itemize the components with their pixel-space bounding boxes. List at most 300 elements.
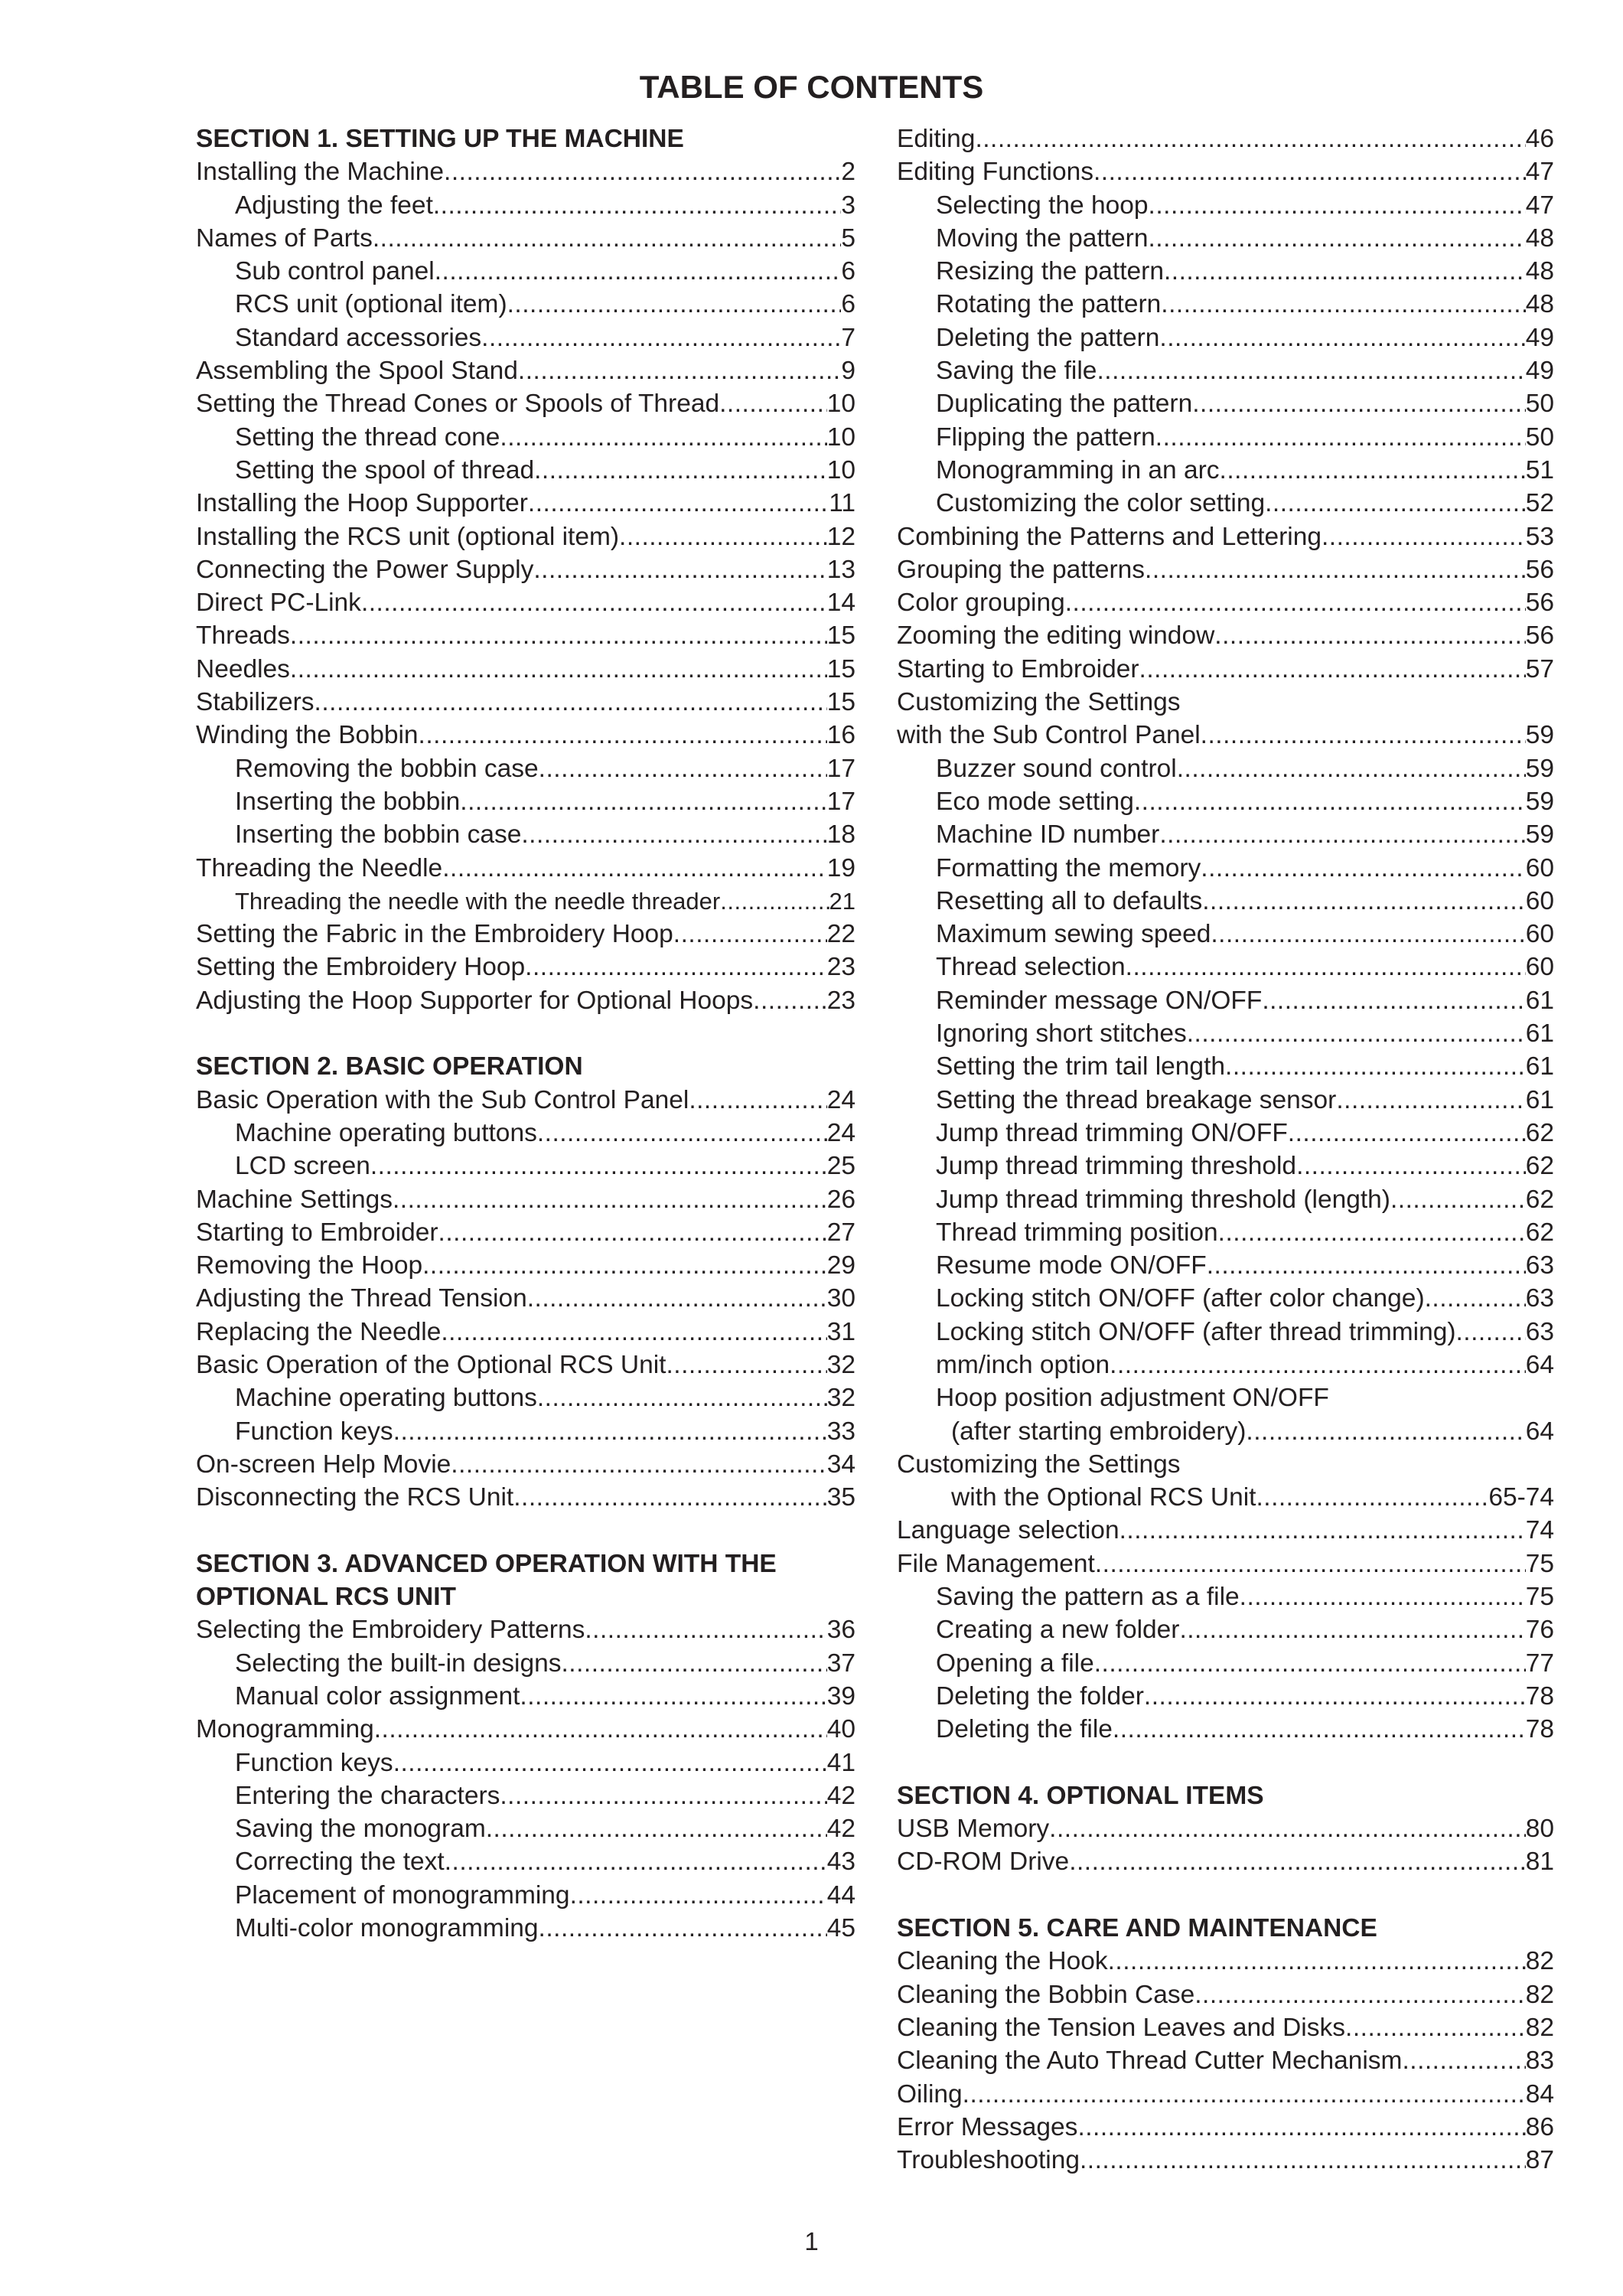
dot-leader — [1110, 1349, 1526, 1381]
toc-entry[interactable] — [897, 1050, 1554, 1083]
toc-entry-title: Setting the Thread Cones or Spools of Thread — [196, 390, 720, 419]
toc-entry[interactable] — [897, 752, 1554, 785]
dot-leader — [1225, 1050, 1526, 1083]
dot-leader — [486, 1812, 827, 1845]
toc-entry[interactable] — [897, 222, 1554, 255]
toc-entry[interactable] — [897, 1415, 1554, 1448]
toc-entry[interactable] — [897, 1316, 1554, 1349]
toc-entry-page: 53 — [1525, 522, 1554, 551]
toc-entry[interactable] — [196, 1746, 855, 1779]
toc-entry[interactable] — [196, 1150, 855, 1182]
toc-entry-page: 82 — [1525, 1980, 1554, 2009]
toc-entry-title: Placement of monogramming — [235, 1880, 570, 1910]
toc-entry[interactable] — [897, 586, 1554, 619]
toc-entry-page: 78 — [1525, 1681, 1554, 1711]
toc-entry-title: Resume mode ON/OFF — [936, 1251, 1207, 1280]
toc-entry-title: USB Memory — [897, 1815, 1050, 1844]
dot-leader — [1194, 1978, 1525, 2011]
toc-entry-page: 41 — [826, 1748, 855, 1777]
toc-entry[interactable] — [897, 1017, 1554, 1050]
section-heading: OPTIONAL RCS UNIT — [196, 1583, 456, 1612]
toc-entry[interactable] — [897, 288, 1554, 321]
toc-entry[interactable] — [897, 785, 1554, 818]
toc-entry[interactable] — [196, 1879, 855, 1912]
toc-entry-title: Sub control panel — [235, 257, 435, 286]
toc-entry-title: Adjusting the Thread Tension — [196, 1284, 527, 1313]
toc-entry-page: 43 — [826, 1848, 855, 1877]
toc-entry[interactable] — [897, 1183, 1554, 1216]
toc-entry[interactable] — [897, 2044, 1554, 2077]
dot-leader — [1077, 2111, 1525, 2144]
toc-entry-page: 45 — [826, 1914, 855, 1943]
toc-entry-page: 16 — [826, 721, 855, 750]
toc-entry[interactable] — [196, 1912, 855, 1945]
toc-entry-page: 82 — [1525, 2013, 1554, 2042]
toc-entry-title: Machine operating buttons — [235, 1118, 537, 1147]
toc-entry-page: 21 — [829, 887, 855, 915]
toc-entry-title: Machine Settings — [196, 1185, 393, 1214]
toc-entry[interactable] — [196, 653, 855, 686]
dot-leader — [1456, 1316, 1526, 1349]
dot-leader — [1179, 1613, 1525, 1646]
toc-entry-title: Thread trimming position — [936, 1218, 1218, 1247]
toc-entry[interactable] — [196, 387, 855, 420]
toc-entry[interactable] — [196, 1249, 855, 1282]
toc-entry-page: 50 — [1525, 390, 1554, 419]
dot-leader — [689, 1084, 826, 1117]
toc-entry-title: Opening a file — [936, 1649, 1094, 1678]
toc-entry-title: Selecting the built-in designs — [235, 1649, 562, 1678]
dot-leader — [1322, 520, 1526, 553]
dot-leader — [444, 155, 841, 188]
toc-entry-title: Starting to Embroider — [897, 654, 1139, 683]
toc-entry-title: Monogramming in an arc — [936, 455, 1220, 484]
toc-entry-title: Threading the needle with the needle threader — [235, 887, 721, 915]
toc-entry[interactable] — [196, 1084, 855, 1117]
toc-entry-page: 63 — [1525, 1251, 1554, 1280]
toc-entry-title: RCS unit (optional item) — [235, 290, 507, 319]
toc-entry[interactable] — [196, 918, 855, 951]
toc-entry-title: Manual color assignment — [235, 1681, 520, 1711]
dot-leader — [419, 719, 827, 752]
toc-entry[interactable] — [897, 255, 1554, 288]
toc-entry-page: 82 — [1525, 1947, 1554, 1976]
toc-entry[interactable] — [196, 1282, 855, 1315]
toc-entry-title: Stabilizers — [196, 688, 314, 717]
toc-entry-title: Saving the monogram — [235, 1815, 486, 1844]
toc-entry-title: Resizing the pattern — [936, 257, 1164, 286]
toc-entry-title: Adjusting the Hoop Supporter for Optional Hoops — [196, 986, 754, 1015]
toc-entry-title: (after starting embroidery) — [951, 1417, 1247, 1446]
toc-entry[interactable] — [196, 852, 855, 885]
toc-entry-title: Direct PC-Link — [196, 589, 361, 618]
dot-leader — [1425, 1282, 1526, 1315]
section-heading: SECTION 3. ADVANCED OPERATION WITH THE — [196, 1549, 777, 1578]
toc-entry[interactable] — [196, 1481, 855, 1514]
toc-entry-title: Names of Parts — [196, 223, 373, 253]
toc-entry[interactable] — [196, 1779, 855, 1812]
toc-entry-page: 2 — [841, 158, 855, 187]
dot-leader — [521, 818, 826, 851]
toc-entry[interactable] — [196, 1381, 855, 1414]
dot-leader — [1113, 1713, 1526, 1746]
toc-entry-page: 49 — [1525, 323, 1554, 352]
toc-entry-page: 63 — [1525, 1284, 1554, 1313]
toc-entry-page: 33 — [826, 1417, 855, 1446]
toc-entry[interactable] — [196, 189, 855, 222]
toc-entry-title: Customizing the Settings — [897, 688, 1181, 717]
toc-entry-page: 63 — [1525, 1317, 1554, 1346]
toc-entry-title: Deleting the file — [936, 1715, 1113, 1744]
toc-entry[interactable] — [897, 2144, 1554, 2177]
toc-entry[interactable] — [196, 951, 855, 983]
toc-entry-title: Customizing the Settings — [897, 1450, 1181, 1479]
toc-entry-page: 78 — [1525, 1715, 1554, 1744]
toc-entry[interactable] — [196, 288, 855, 321]
dot-leader — [963, 2078, 1526, 2111]
toc-entry-page: 27 — [826, 1218, 855, 1247]
toc-entry-page: 32 — [826, 1350, 855, 1379]
toc-entry-title: Formatting the memory — [936, 853, 1201, 882]
toc-entry[interactable] — [897, 1117, 1554, 1150]
toc-entry[interactable] — [897, 951, 1554, 983]
toc-entry-title: Saving the file — [936, 357, 1097, 386]
toc-entry-title: Setting the thread breakage sensor — [936, 1085, 1337, 1114]
toc-entry[interactable] — [196, 619, 855, 652]
toc-entry-title: Standard accessories — [235, 323, 482, 352]
section-heading: SECTION 1. SETTING UP THE MACHINE — [196, 125, 684, 153]
toc-entry-page: 10 — [826, 422, 855, 452]
dot-leader — [537, 1381, 827, 1414]
toc-entry-page: 24 — [826, 1085, 855, 1114]
dot-leader — [1202, 885, 1526, 918]
toc-entry[interactable] — [196, 421, 855, 454]
toc-entry[interactable] — [897, 155, 1554, 188]
toc-entry[interactable] — [897, 354, 1554, 387]
dot-leader — [290, 619, 827, 652]
toc-entry-title: Adjusting the feet — [235, 191, 433, 220]
toc-entry[interactable] — [196, 785, 855, 818]
dot-leader — [527, 1282, 827, 1315]
toc-entry-page: 23 — [826, 953, 855, 982]
toc-entry[interactable] — [196, 255, 855, 288]
toc-entry-title: Editing — [897, 125, 976, 153]
dot-leader — [481, 321, 841, 354]
toc-entry[interactable] — [897, 1845, 1554, 1878]
toc-entry-page: 30 — [826, 1284, 855, 1313]
toc-entry-title: Ignoring short stitches — [936, 1019, 1187, 1049]
toc-entry-title: Buzzer sound control — [936, 754, 1177, 783]
toc-entry-title: Reminder message ON/OFF — [936, 986, 1263, 1015]
dot-leader — [1402, 2044, 1525, 2077]
toc-entry-page: 60 — [1525, 886, 1554, 915]
toc-entry[interactable] — [897, 1448, 1554, 1481]
toc-entry-page: 42 — [826, 1815, 855, 1844]
toc-entry[interactable] — [196, 1183, 855, 1216]
dot-leader — [1240, 1580, 1526, 1613]
toc-entry-page: 19 — [826, 853, 855, 882]
toc-entry-page: 44 — [826, 1880, 855, 1910]
toc-entry-title: Resetting all to defaults — [936, 886, 1203, 915]
dot-leader — [1080, 2144, 1526, 2177]
toc-entry-page: 74 — [1525, 1516, 1554, 1545]
toc-entry-page: 15 — [826, 654, 855, 683]
toc-entry-title: Flipping the pattern — [936, 422, 1155, 452]
toc-entry-title: Disconnecting the RCS Unit — [196, 1483, 514, 1512]
toc-entry-title: Correcting the text — [235, 1848, 445, 1877]
toc-entry[interactable] — [897, 1349, 1554, 1381]
toc-entry[interactable] — [196, 984, 855, 1017]
toc-entry[interactable] — [897, 2011, 1554, 2044]
page-number: 1 — [804, 2227, 819, 2255]
toc-entry[interactable] — [196, 885, 855, 918]
section-heading: SECTION 2. BASIC OPERATION — [196, 1052, 583, 1081]
toc-entry-title: Hoop position adjustment ON/OFF — [936, 1384, 1329, 1413]
toc-entry-page: 22 — [826, 920, 855, 949]
toc-entry[interactable] — [897, 1978, 1554, 2011]
toc-entry[interactable] — [196, 1680, 855, 1713]
section-heading: SECTION 4. OPTIONAL ITEMS — [897, 1781, 1264, 1810]
toc-entry-title: Duplicating the pattern — [936, 390, 1193, 419]
toc-entry-page: 87 — [1525, 2146, 1554, 2175]
toc-entry[interactable] — [897, 520, 1554, 553]
toc-entry[interactable] — [897, 1481, 1554, 1514]
toc-entry-title: LCD screen — [235, 1152, 370, 1181]
toc-entry-title: Setting the trim tail length — [936, 1052, 1226, 1081]
toc-entry[interactable] — [196, 1349, 855, 1381]
toc-entry[interactable] — [897, 1150, 1554, 1182]
toc-entry-page: 10 — [826, 390, 855, 419]
toc-entry[interactable] — [897, 719, 1554, 752]
toc-entry[interactable] — [897, 1647, 1554, 1680]
toc-entry-page: 39 — [826, 1681, 855, 1711]
toc-entry[interactable] — [196, 155, 855, 188]
toc-entry-title: Cleaning the Hook — [897, 1947, 1108, 1976]
toc-entry-page: 76 — [1525, 1616, 1554, 1645]
toc-entry-title: Troubleshooting — [897, 2146, 1080, 2175]
toc-entry[interactable] — [897, 885, 1554, 918]
toc-entry[interactable] — [897, 984, 1554, 1017]
toc-entry[interactable] — [897, 387, 1554, 420]
dot-leader — [561, 1647, 826, 1680]
toc-entry[interactable] — [196, 1117, 855, 1150]
toc-entry-title: Function keys — [235, 1417, 393, 1446]
toc-entry-page: 83 — [1525, 2047, 1554, 2076]
toc-entry-title: Cleaning the Auto Thread Cutter Mechanism — [897, 2047, 1403, 2076]
toc-entry[interactable] — [897, 1945, 1554, 1978]
toc-entry[interactable] — [196, 1812, 855, 1845]
toc-entry-title: Deleting the folder — [936, 1681, 1144, 1711]
dot-leader — [507, 288, 842, 321]
dot-leader — [1207, 1249, 1526, 1282]
toc-entry-title: Needles — [196, 654, 290, 683]
dot-leader — [1262, 984, 1525, 1017]
dot-leader — [422, 1249, 827, 1282]
toc-entry-page: 84 — [1525, 2079, 1554, 2108]
dot-leader — [1095, 1548, 1526, 1580]
toc-entry-title: Eco mode setting — [936, 787, 1134, 816]
toc-entry-page: 77 — [1525, 1649, 1554, 1678]
toc-entry[interactable] — [196, 1713, 855, 1746]
toc-entry-page: 64 — [1525, 1417, 1554, 1446]
toc-entry[interactable] — [196, 553, 855, 586]
dot-leader — [1177, 752, 1526, 785]
toc-entry[interactable] — [196, 752, 855, 785]
toc-entry-title: Connecting the Power Supply — [196, 555, 534, 584]
dot-leader — [393, 1183, 827, 1216]
toc-entry[interactable] — [897, 189, 1554, 222]
toc-entry-title: Maximum sewing speed — [936, 920, 1211, 949]
dot-leader — [1192, 387, 1526, 420]
toc-entry[interactable] — [897, 1580, 1554, 1613]
toc-entry-page: 18 — [826, 820, 855, 850]
toc-entry-title: Combining the Patterns and Lettering — [897, 522, 1322, 551]
toc-entry[interactable] — [897, 1613, 1554, 1646]
toc-entry[interactable] — [196, 321, 855, 354]
toc-entry[interactable] — [897, 653, 1554, 686]
toc-entry[interactable] — [897, 1381, 1554, 1414]
toc-entry[interactable] — [897, 686, 1554, 719]
dot-leader — [1187, 1017, 1526, 1050]
toc-entry[interactable] — [897, 487, 1554, 520]
dot-leader — [666, 1349, 826, 1381]
dot-leader — [585, 1613, 826, 1646]
dot-leader — [290, 653, 827, 686]
dot-leader — [442, 852, 827, 885]
toc-entry-title: Machine operating buttons — [235, 1384, 537, 1413]
dot-leader — [533, 553, 826, 586]
toc-entry-page: 46 — [1525, 125, 1554, 153]
dot-leader — [1246, 1415, 1525, 1448]
toc-entry[interactable] — [196, 719, 855, 752]
toc-entry-page: 56 — [1525, 621, 1554, 651]
dot-leader — [1069, 1845, 1526, 1878]
dot-leader — [370, 1150, 827, 1182]
toc-entry-title: File Management — [897, 1549, 1095, 1578]
toc-entry[interactable] — [196, 487, 855, 520]
toc-entry-title: Cleaning the Tension Leaves and Disks — [897, 2013, 1346, 2042]
toc-entry-title: Inserting the bobbin case — [235, 820, 522, 850]
toc-entry-page: 48 — [1525, 223, 1554, 253]
toc-entry[interactable] — [897, 852, 1554, 885]
toc-entry-title: Setting the Embroidery Hoop — [196, 953, 526, 982]
toc-entry[interactable] — [196, 454, 855, 487]
toc-entry-page: 24 — [826, 1118, 855, 1147]
toc-entry[interactable] — [897, 1282, 1554, 1315]
toc-entry[interactable] — [196, 354, 855, 387]
toc-entry[interactable] — [897, 818, 1554, 851]
toc-entry[interactable] — [196, 1647, 855, 1680]
toc-entry[interactable] — [196, 1216, 855, 1249]
toc-entry[interactable] — [897, 122, 1554, 155]
toc-entry[interactable] — [897, 2111, 1554, 2144]
toc-entry[interactable] — [196, 520, 855, 553]
toc-entry-title: Oiling — [897, 2079, 963, 2108]
toc-entry-page: 57 — [1525, 654, 1554, 683]
toc-entry[interactable] — [897, 1216, 1554, 1249]
dot-leader — [539, 752, 827, 785]
dot-leader — [373, 222, 842, 255]
toc-entry-page: 75 — [1525, 1549, 1554, 1578]
toc-entry[interactable] — [897, 1548, 1554, 1580]
dot-leader — [1126, 951, 1526, 983]
dot-leader — [441, 1316, 826, 1349]
toc-entry-page: 5 — [841, 223, 855, 253]
dot-leader — [525, 951, 827, 983]
toc-entry[interactable] — [196, 1613, 855, 1646]
toc-entry-title: Saving the pattern as a file — [936, 1583, 1240, 1612]
toc-entry-page: 26 — [826, 1185, 855, 1214]
toc-entry[interactable] — [897, 321, 1554, 354]
dot-leader — [1159, 321, 1525, 354]
toc-entry-page: 60 — [1525, 953, 1554, 982]
toc-entry[interactable] — [897, 2078, 1554, 2111]
dot-leader — [513, 1481, 827, 1514]
toc-entry-title: Replacing the Needle — [196, 1317, 442, 1346]
toc-entry[interactable] — [196, 1415, 855, 1448]
toc-entry-page: 9 — [841, 357, 855, 386]
toc-entry-page: 35 — [826, 1483, 855, 1512]
toc-entry-title: Jump thread trimming threshold — [936, 1152, 1297, 1181]
toc-entry-page: 47 — [1525, 191, 1554, 220]
dot-leader — [1201, 852, 1525, 885]
toc-entry-title: Jump thread trimming threshold (length) — [936, 1185, 1390, 1214]
toc-entry[interactable] — [897, 421, 1554, 454]
toc-entry-page: 60 — [1525, 920, 1554, 949]
toc-entry[interactable] — [196, 686, 855, 719]
toc-right-column — [897, 122, 1554, 2177]
toc-entry[interactable] — [196, 1448, 855, 1481]
toc-entry[interactable] — [897, 1249, 1554, 1282]
dot-leader — [393, 1415, 827, 1448]
toc-entry[interactable] — [897, 1084, 1554, 1117]
dot-leader — [539, 1912, 827, 1945]
toc-entry[interactable] — [897, 1680, 1554, 1713]
toc-entry[interactable] — [196, 586, 855, 619]
toc-entry[interactable] — [897, 1713, 1554, 1746]
toc-entry[interactable] — [196, 1316, 855, 1349]
toc-entry-page: 10 — [826, 455, 855, 484]
toc-entry-title: Deleting the pattern — [936, 323, 1160, 352]
toc-entry-title: Setting the spool of thread — [235, 455, 535, 484]
dot-leader — [1288, 1117, 1526, 1150]
dot-leader — [720, 885, 829, 918]
toc-entry-title: Zooming the editing window — [897, 621, 1215, 651]
toc-entry-page: 34 — [826, 1450, 855, 1479]
toc-entry[interactable] — [897, 1514, 1554, 1547]
toc-entry[interactable] — [196, 818, 855, 851]
toc-entry-page: 56 — [1525, 589, 1554, 618]
dot-leader — [1211, 918, 1525, 951]
toc-entry[interactable] — [897, 553, 1554, 586]
toc-entry[interactable] — [897, 918, 1554, 951]
dot-leader — [975, 122, 1525, 155]
toc-entry[interactable] — [196, 1845, 855, 1878]
toc-entry[interactable] — [897, 454, 1554, 487]
toc-entry-title: Installing the RCS unit (optional item) — [196, 522, 620, 551]
toc-entry[interactable] — [897, 619, 1554, 652]
toc-entry-title: Threading the Needle — [196, 853, 443, 882]
toc-left-column — [196, 122, 855, 1945]
toc-entry-title: Monogramming — [196, 1715, 374, 1744]
toc-entry-page: 12 — [826, 522, 855, 551]
toc-entry[interactable] — [897, 1812, 1554, 1845]
toc-entry-page: 62 — [1525, 1118, 1554, 1147]
toc-entry-page: 61 — [1525, 1085, 1554, 1114]
dot-leader — [1214, 619, 1525, 652]
toc-entry-page: 31 — [826, 1317, 855, 1346]
toc-entry[interactable] — [196, 222, 855, 255]
